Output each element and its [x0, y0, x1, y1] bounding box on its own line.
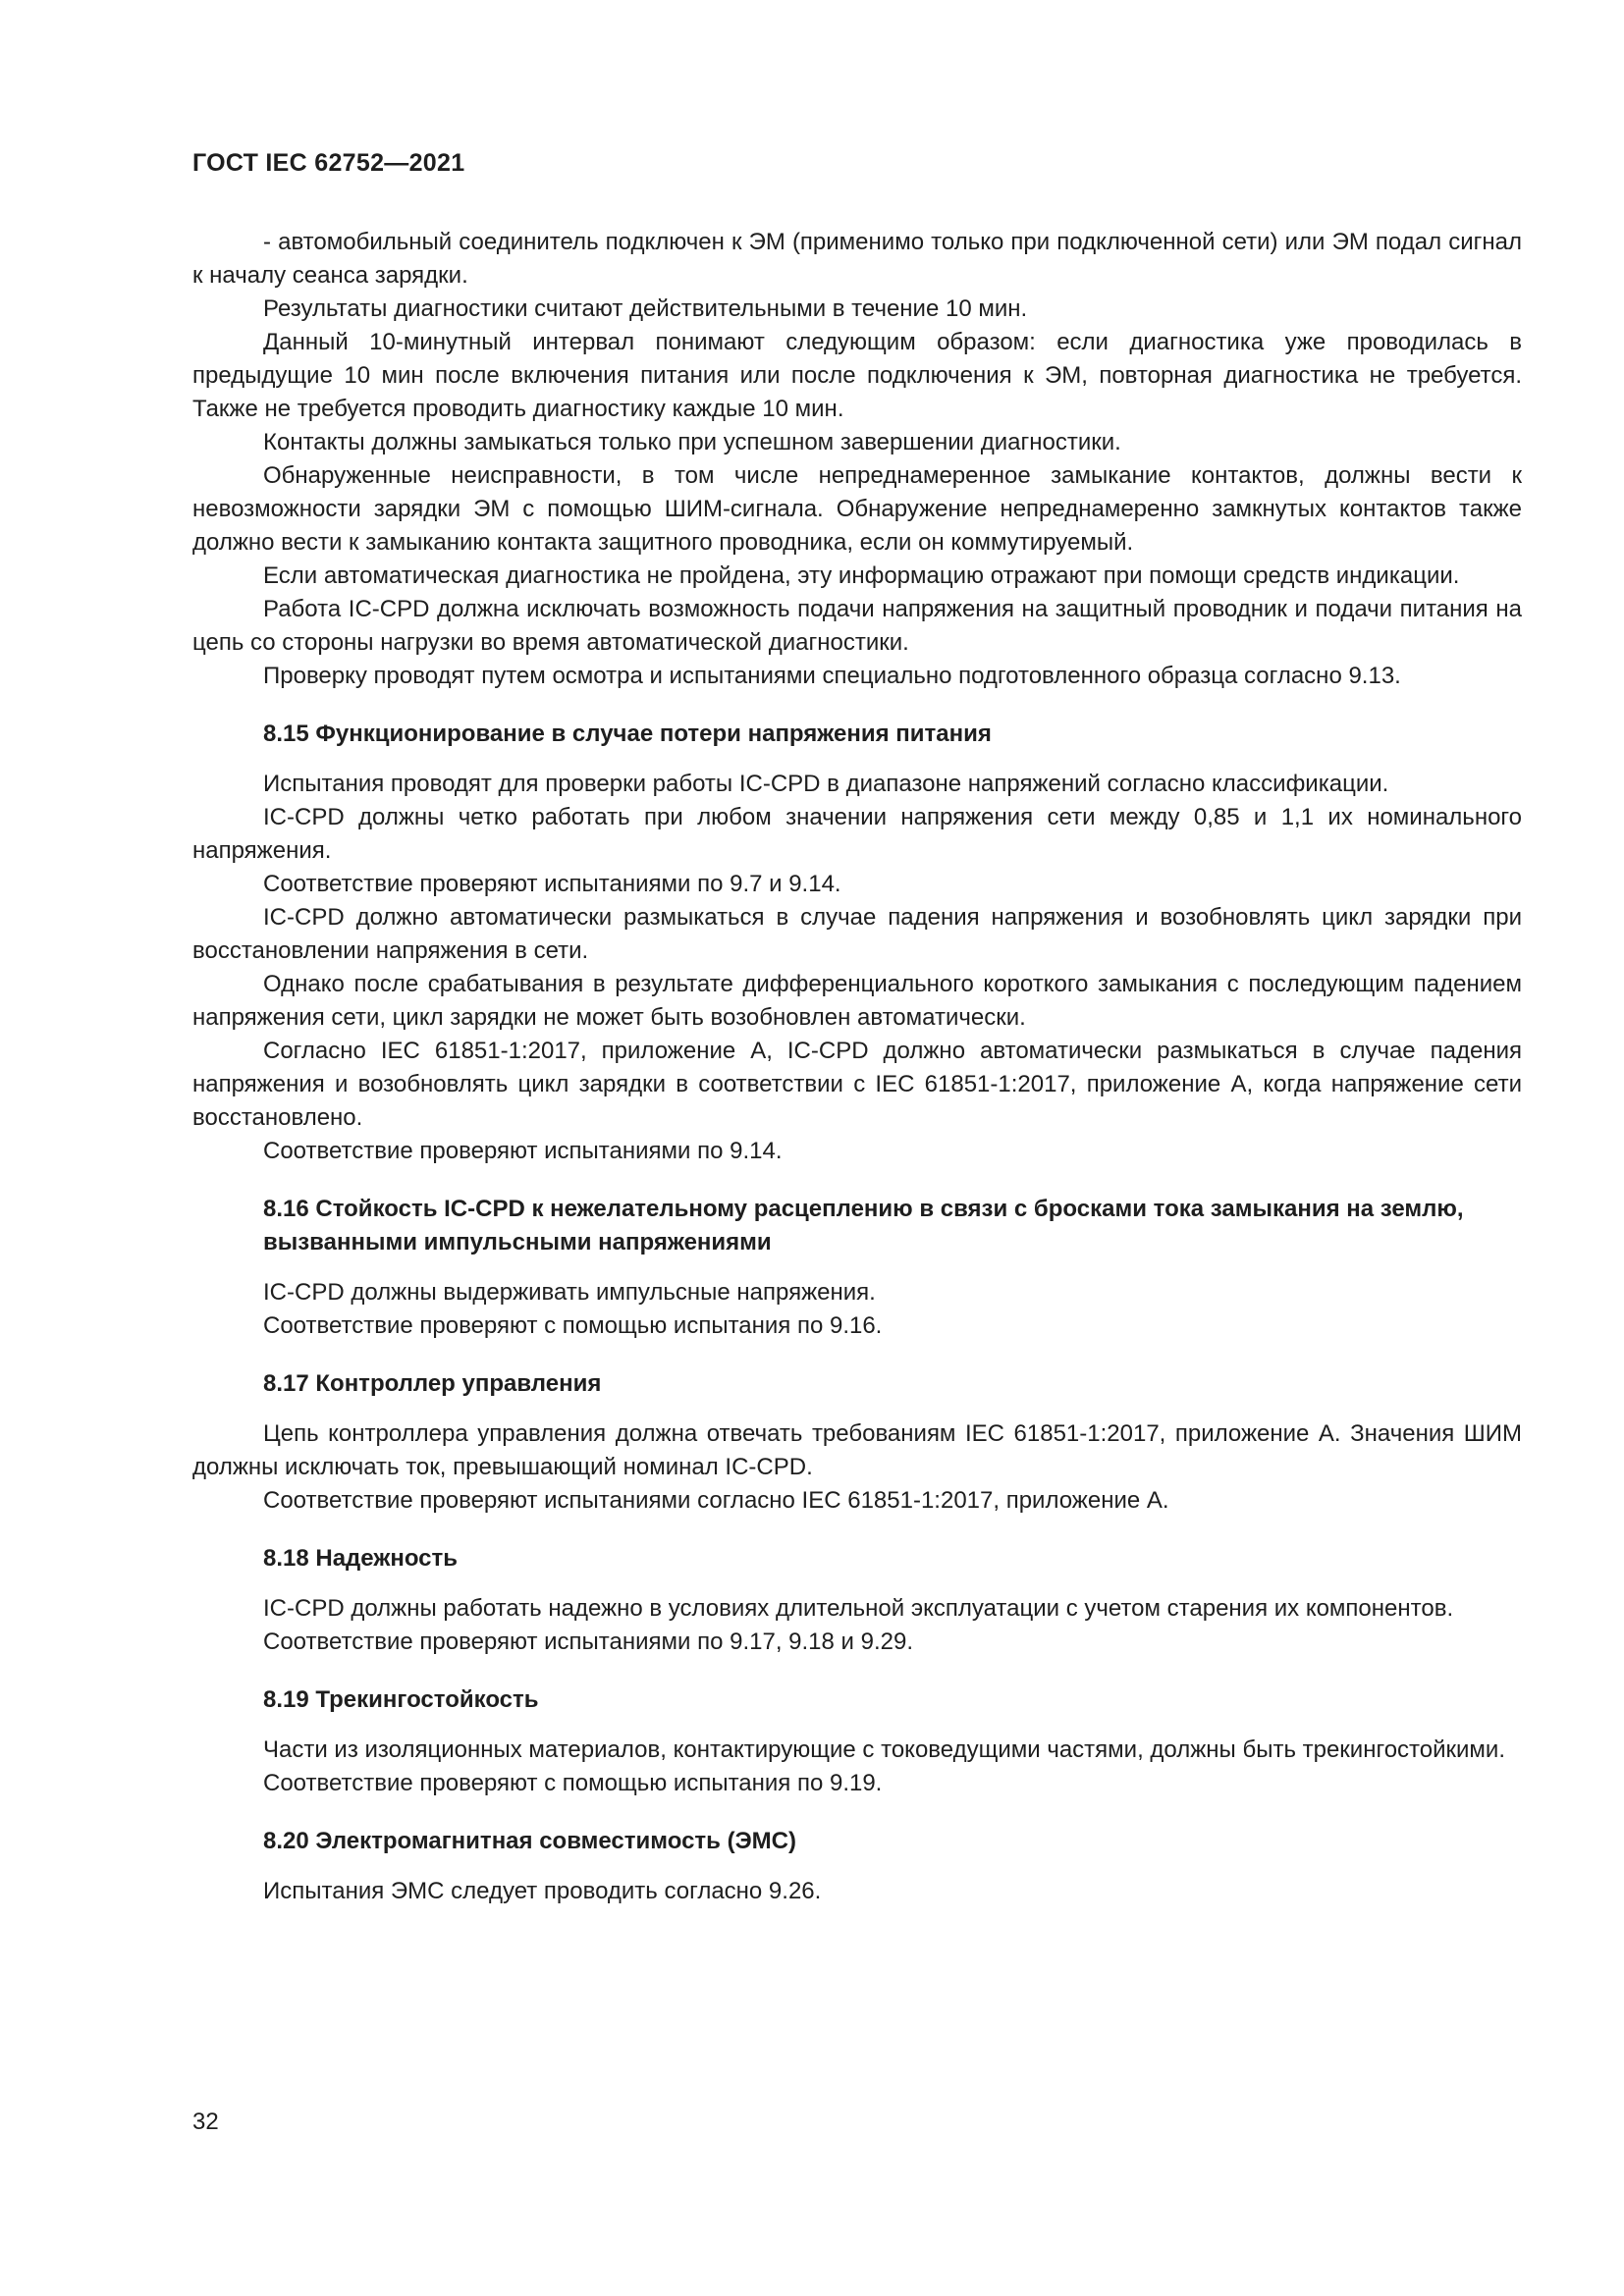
paragraph: IC-CPD должны четко работать при любом значении напряжения сети между 0,85 и 1,1 их номинального напряжения.	[192, 804, 1522, 864]
paragraph: Соответствие проверяют испытаниями по 9.14.	[263, 1138, 783, 1164]
section-heading-8-17: 8.17 Контроллер управления	[263, 1370, 602, 1397]
page-number: 32	[192, 2109, 219, 2135]
paragraph: IC-CPD должно автоматически размыкаться в случае падения напряжения и возобновлять цикл зарядки при восстановлении напряжения в сети.	[192, 904, 1522, 964]
paragraph: Цепь контроллера управления должна отвечать требованиям IEC 61851-1:2017, приложение А. Значения ШИМ должны исключать ток, превышающий номинал IC-CPD.	[192, 1420, 1522, 1480]
document-body	[192, 226, 1522, 1908]
paragraph: Соответствие проверяют с помощью испытания по 9.16.	[263, 1312, 883, 1339]
paragraph: Обнаруженные неисправности, в том числе непреднамеренное замыкание контактов, должны вести к невозможности зарядки ЭМ с помощью ШИМ-сигнала. Обнаружение непреднамеренно замкнутых контактов также должно вести к замыканию контакта защитного проводника, если он коммутируемый.	[192, 462, 1522, 556]
section-heading-8-15: 8.15 Функционирование в случае потери напряжения питания	[263, 721, 992, 747]
paragraph: Испытания ЭМС следует проводить согласно 9.26.	[263, 1878, 822, 1904]
section-heading-8-20: 8.20 Электромагнитная совместимость (ЭМС)	[263, 1828, 796, 1854]
paragraph: - автомобильный соединитель подключен к ЭМ (применимо только при подключенной сети) или ЭМ подал сигнал к началу сеанса зарядки.	[192, 229, 1522, 289]
paragraph: Работа IC-CPD должна исключать возможность подачи напряжения на защитный проводник и подачи питания на цепь со стороны нагрузки во время автоматической диагностики.	[192, 596, 1522, 656]
paragraph: Соответствие проверяют испытаниями согласно IEC 61851-1:2017, приложение А.	[263, 1487, 1169, 1514]
paragraph: IC-CPD должны выдерживать импульсные напряжения.	[263, 1279, 876, 1306]
paragraph: Однако после срабатывания в результате дифференциального короткого замыкания с последующим падением напряжения сети, цикл зарядки не может быть возобновлен автоматически.	[192, 971, 1522, 1031]
section-heading-8-16: 8.16 Стойкость IC-CPD к нежелательному расцеплению в связи с бросками тока замыкания на землю, вызванными импульсными напряжениями	[263, 1196, 1464, 1255]
paragraph: Контакты должны замыкаться только при успешном завершении диагностики.	[263, 429, 1121, 455]
section-heading-8-18: 8.18 Надежность	[263, 1545, 459, 1572]
document-code-header: ГОСТ IEC 62752—2021	[192, 149, 465, 177]
paragraph: Части из изоляционных материалов, контактирующие с токоведущими частями, должны быть трекингостойкими.	[263, 1736, 1505, 1763]
section-heading-8-19: 8.19 Трекингостойкость	[263, 1686, 539, 1713]
paragraph: Соответствие проверяют испытаниями по 9.17, 9.18 и 9.29.	[263, 1629, 913, 1655]
paragraph: Соответствие проверяют испытаниями по 9.7 и 9.14.	[263, 871, 841, 897]
paragraph: Испытания проводят для проверки работы IC-CPD в диапазоне напряжений согласно классификации.	[263, 771, 1389, 797]
paragraph: Данный 10-минутный интервал понимают следующим образом: если диагностика уже проводилась в предыдущие 10 мин после включения питания или после подключения к ЭМ, повторная диагностика не требуется. Также не требуется проводить диагностику каждые 10 мин.	[192, 329, 1522, 422]
paragraph: Результаты диагностики считают действительными в течение 10 мин.	[263, 295, 1028, 322]
paragraph: Если автоматическая диагностика не пройдена, эту информацию отражают при помощи средств индикации.	[263, 562, 1460, 589]
paragraph: IC-CPD должны работать надежно в условиях длительной эксплуатации с учетом старения их компонентов.	[263, 1595, 1454, 1622]
paragraph: Проверку проводят путем осмотра и испытаниями специально подготовленного образца согласно 9.13.	[263, 663, 1401, 689]
paragraph: Соответствие проверяют с помощью испытания по 9.19.	[263, 1770, 883, 1796]
paragraph: Согласно IEC 61851-1:2017, приложение А, IC-CPD должно автоматически размыкаться в случае падения напряжения и возобновлять цикл зарядки в соответствии с IEC 61851-1:2017, приложение А, когда напряжение сети восстановлено.	[192, 1038, 1522, 1131]
